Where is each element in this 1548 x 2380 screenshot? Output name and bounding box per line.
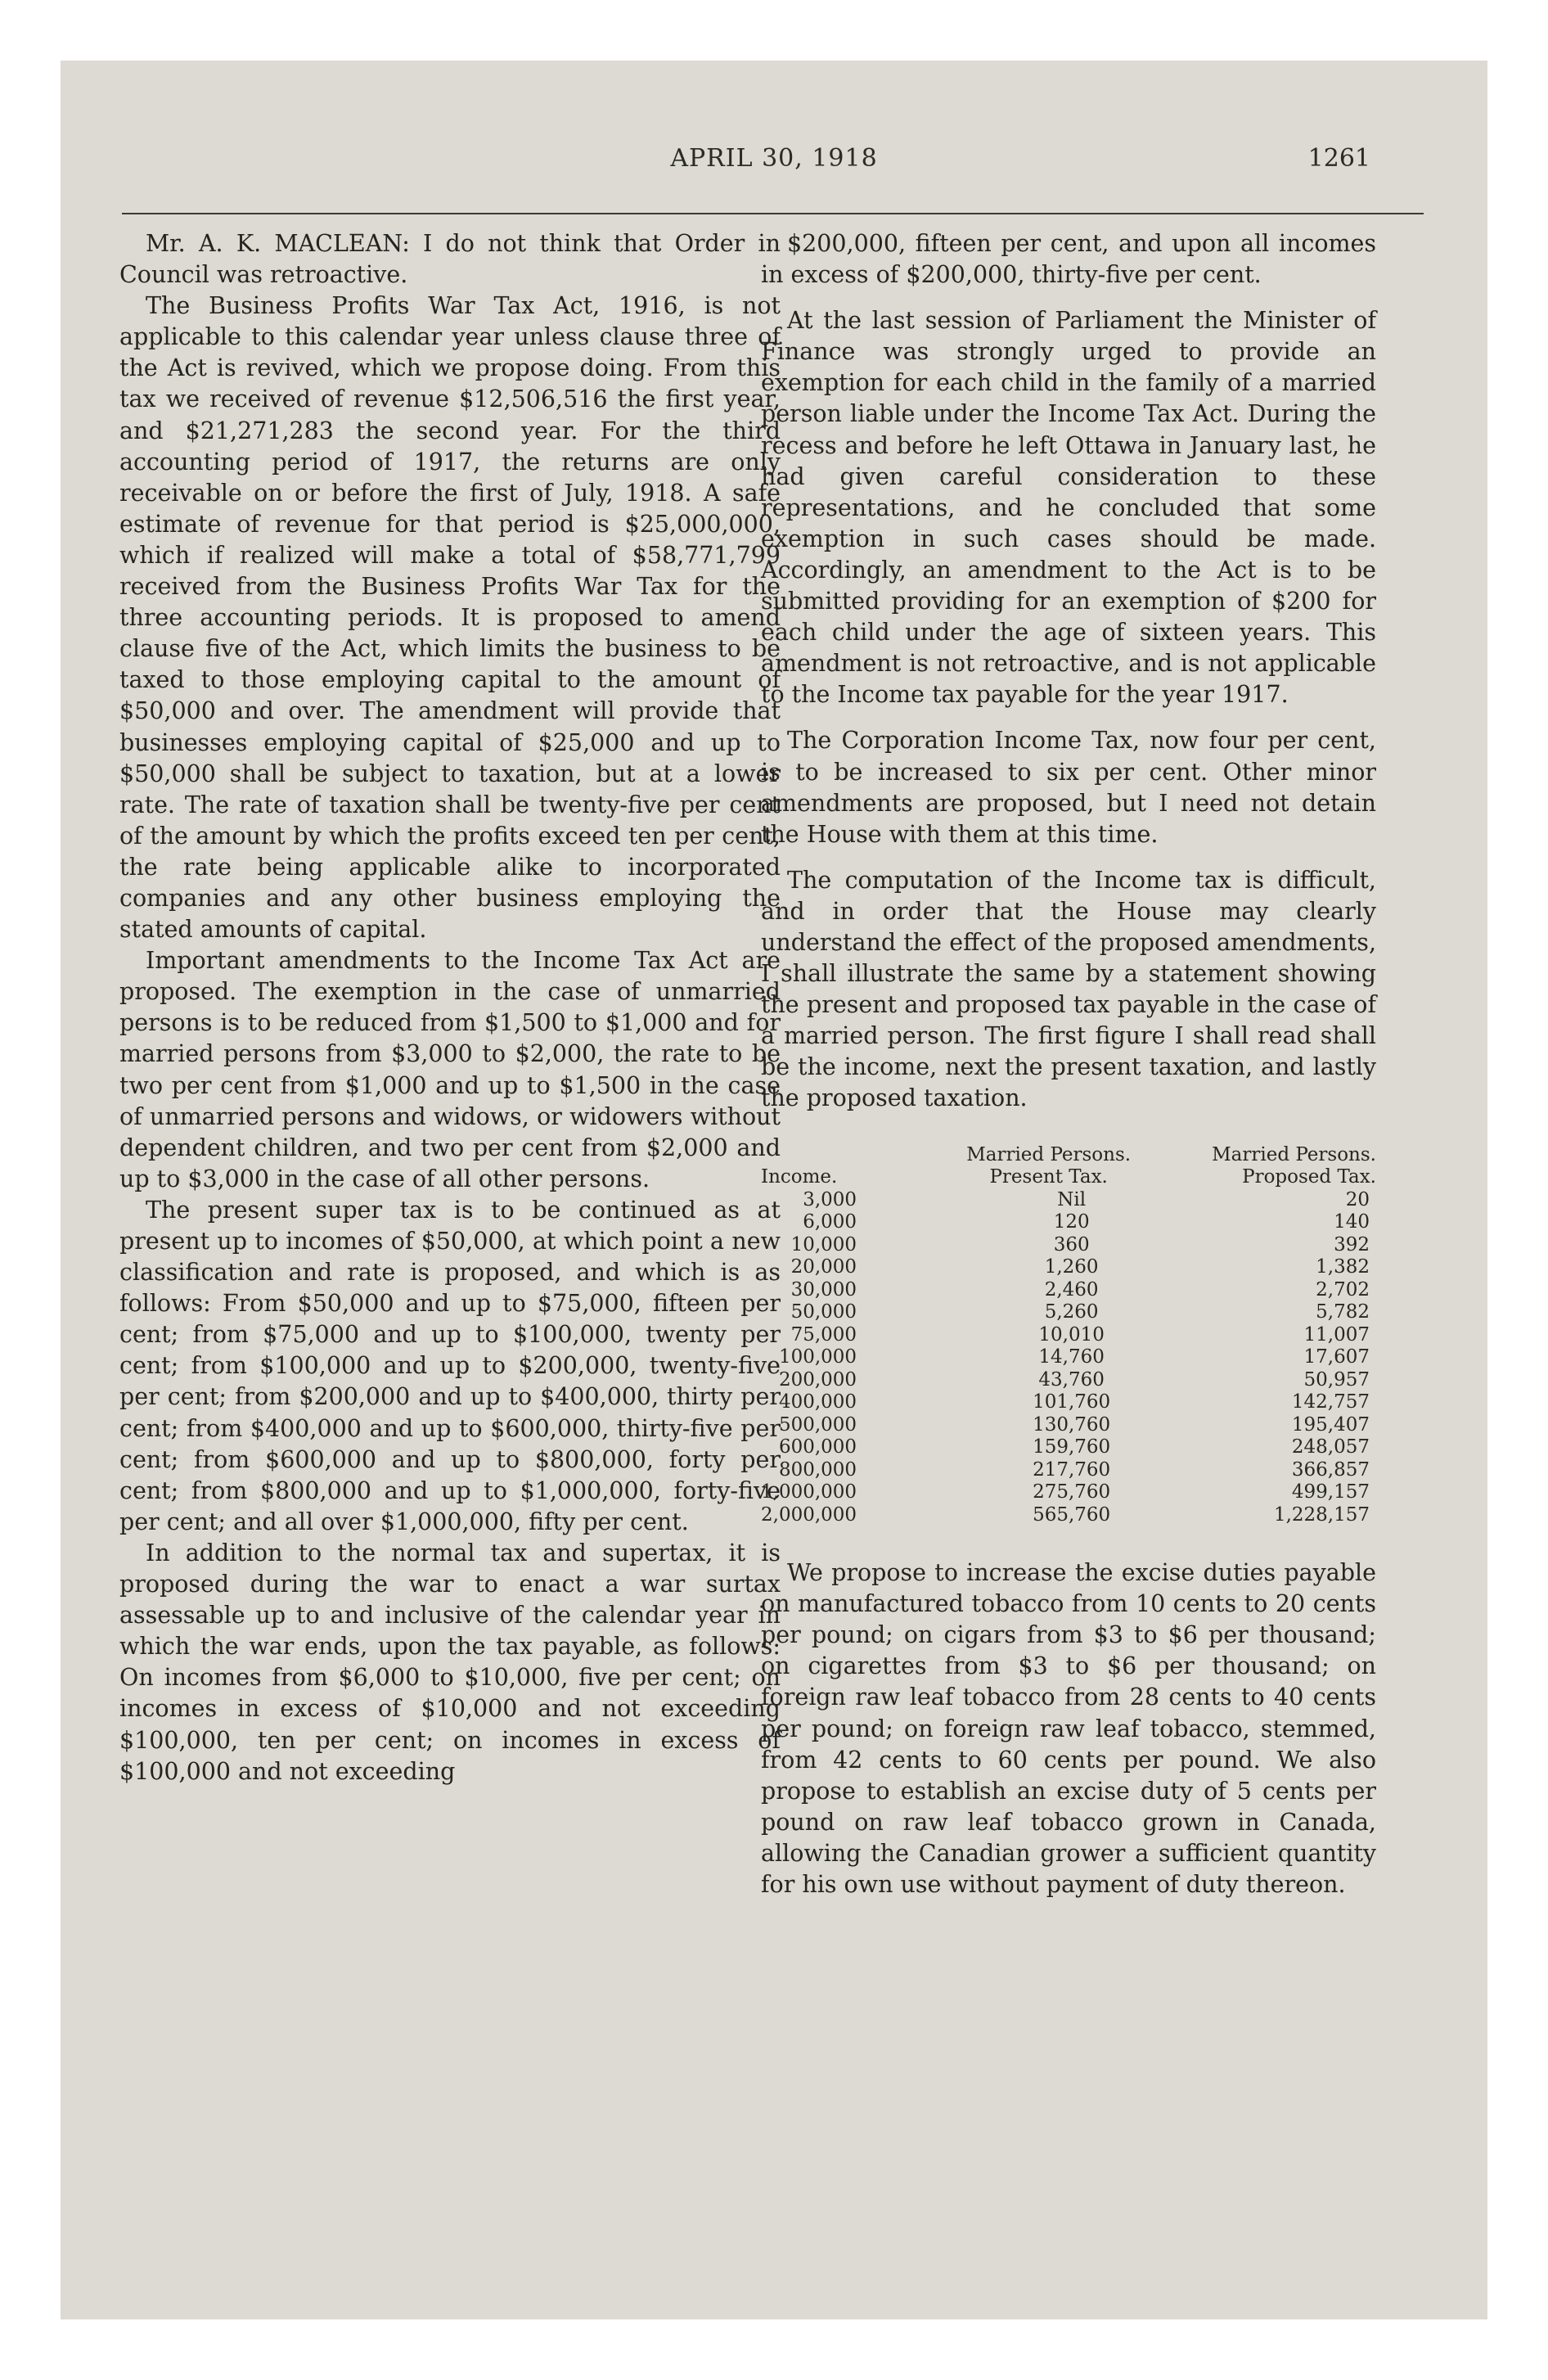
table-row (761, 1391, 1376, 1414)
cell-present-tax: 360 (1053, 1233, 1090, 1255)
cell-present-tax: 120 (1053, 1211, 1090, 1233)
table-row (761, 1211, 1376, 1234)
table-row (761, 1279, 1376, 1302)
cell-present-tax: 14,760 (1038, 1346, 1105, 1368)
table-row (761, 1301, 1376, 1324)
cell-proposed-tax: 366,857 (1291, 1458, 1370, 1481)
cell-proposed-tax: 140 (1334, 1211, 1370, 1233)
table-row (761, 1504, 1376, 1527)
table-row (761, 1324, 1376, 1347)
left-column (119, 228, 781, 1787)
paragraph: We propose to increase the excise duties payable on manufactured tobacco from 10 cents to 20 cents per pound; on cigars from $3 to $6 per thousand; on cigarettes from $3 to $6 per thousand; on foreign raw leaf tobacco from 28 cents to 40 cents per pound; on foreign raw leaf tobacco, stemmed, from 42 cents to 60 cents per pound. We also propose to establish an excise duty of 5 cents per pound on raw leaf tobacco grown in Canada, allowing the Canadian grower a sufficient quantity for his own use without payment of duty thereon. (761, 1559, 1376, 1898)
table-body (761, 1189, 1376, 1527)
paragraph: The computation of the Income tax is difficult, and in order that the House may clearly understand the effect of the proposed amendments, I shall illustrate the same by a statement showing the present and proposed tax payable in the case of a married person. The first figure I shall read shall be the income, next the present taxation, and lastly the proposed taxation. (761, 866, 1376, 1112)
cell-income: 1,000,000 (761, 1481, 857, 1503)
cell-present-tax: 159,760 (1033, 1436, 1111, 1458)
cell-present-tax: 5,260 (1044, 1301, 1099, 1323)
header-income: Income. (761, 1166, 838, 1188)
paragraph: Important amendments to the Income Tax Act are proposed. The exemption in the case of unmarried persons is to be reduced from $1,500 to $1,000 and for married persons from $3,000 to $2,000, the rate to be two per cent from $1,000 and up to $1,500 in the case of unmarried persons and widows, or widowers without dependent children, and two per cent from $2,000 and up to $3,000 in the case of all other persons. (119, 947, 781, 1192)
paragraph: $200,000, fifteen per cent, and upon all incomes in excess of $200,000, thirty-five per cent. (761, 230, 1376, 289)
cell-income: 75,000 (790, 1323, 857, 1346)
cell-income: 100,000 (778, 1346, 857, 1368)
cell-income: 400,000 (778, 1391, 857, 1413)
cell-present-tax: 217,760 (1033, 1458, 1111, 1481)
header-rule (122, 213, 1424, 214)
cell-income: 3,000 (803, 1188, 857, 1210)
cell-present-tax: 275,760 (1033, 1481, 1111, 1503)
cell-present-tax: 43,760 (1038, 1368, 1105, 1391)
table-row (761, 1256, 1376, 1279)
cell-present-tax: 10,010 (1038, 1323, 1105, 1346)
cell-income: 600,000 (778, 1436, 857, 1458)
cell-income: 50,000 (790, 1301, 857, 1323)
table-row (761, 1481, 1376, 1504)
cell-income: 20,000 (790, 1256, 857, 1278)
cell-proposed-tax: 17,607 (1303, 1346, 1370, 1368)
cell-proposed-tax: 2,702 (1316, 1278, 1370, 1300)
cell-proposed-tax: 499,157 (1291, 1481, 1370, 1503)
table-row (761, 1414, 1376, 1437)
cell-income: 500,000 (778, 1413, 857, 1436)
paragraph: In addition to the normal tax and supertax, it is proposed during the war to enact a war surtax assessable up to and inclusive of the calendar year in which the war ends, upon the tax payable, as follows: On incomes from $6,000 to $10,000, five per cent; on incomes in excess of $10,000 and not exceeding $100,000, ten per cent; on incomes in excess of $100,000 and not exceeding (119, 1539, 781, 1785)
cell-present-tax: 101,760 (1033, 1391, 1111, 1413)
table-row (761, 1436, 1376, 1459)
header-present-line1: Married Persons. (966, 1143, 1132, 1165)
paragraph: The present super tax is to be continued as at present up to incomes of $50,000, at which point a new classification and rate is proposed, and which is as follows: From $50,000 and up to $75,000, fifteen per cent; from $75,000 and up to $100,000, twenty per cent; from $100,000 and up to $200,000, twenty-five per cent; from $200,000 and up to $400,000, thirty per cent; from $400,000 and up to $600,000, thirty-five per cent; from $600,000 and up to $800,000, forty per cent; from $800,000 and up to $1,000,000, forty-five per cent; and all over $1,000,000, fifty per cent. (119, 1196, 781, 1535)
cell-proposed-tax: 195,407 (1291, 1413, 1370, 1436)
table-row (761, 1234, 1376, 1257)
cell-proposed-tax: 1,228,157 (1273, 1503, 1370, 1526)
cell-income: 2,000,000 (761, 1503, 857, 1526)
cell-present-tax: 1,260 (1044, 1256, 1099, 1278)
header-present-tax (947, 1144, 1150, 1189)
cell-proposed-tax: 50,957 (1303, 1368, 1370, 1391)
tax-table (761, 1144, 1376, 1527)
table-row (761, 1346, 1376, 1369)
cell-income: 800,000 (778, 1458, 857, 1481)
cell-proposed-tax: 5,782 (1316, 1301, 1370, 1323)
paragraph: At the last session of Parliament the Minister of Finance was strongly urged to provide an exemption for each child in the family of a married person liable under the Income Tax Act. During the recess and before he left Ottawa in January last, he had given careful consideration to these representations, and he concluded that some exemption in such cases should be made. Accordingly, an amendment to the Act is to be submitted providing for an exemption of $200 for each child under the age of sixteen years. This amendment is not retroactive, and is not applicable to the Income tax payable for the year 1917. (761, 307, 1376, 709)
document-page (61, 61, 1487, 2319)
cell-proposed-tax: 20 (1345, 1188, 1370, 1210)
cell-proposed-tax: 392 (1334, 1233, 1370, 1255)
header-proposed-line2: Proposed Tax. (1242, 1166, 1376, 1188)
page-date: APRIL 30, 1918 (670, 144, 878, 173)
tax-table-container (761, 1144, 1376, 1527)
cell-proposed-tax: 248,057 (1291, 1436, 1370, 1458)
cell-proposed-tax: 142,757 (1291, 1391, 1370, 1413)
header-proposed-tax (1150, 1144, 1376, 1189)
table-header-row (761, 1144, 1376, 1189)
cell-income: 30,000 (790, 1278, 857, 1300)
cell-present-tax: 565,760 (1033, 1503, 1111, 1526)
paragraph: Mr. A. K. MACLEAN: I do not think that Order in Council was retroactive. (119, 230, 781, 289)
cell-income: 200,000 (778, 1368, 857, 1391)
cell-present-tax: 130,760 (1033, 1413, 1111, 1436)
cell-income: 6,000 (803, 1211, 857, 1233)
paragraph: The Corporation Income Tax, now four per cent, is to be increased to six per cent. Other minor amendments are proposed, but I need not detain the House with them at this time. (761, 727, 1376, 848)
table-row (761, 1189, 1376, 1212)
cell-income: 10,000 (790, 1233, 857, 1255)
page-number: 1261 (1307, 144, 1370, 173)
cell-present-tax: Nil (1057, 1188, 1087, 1210)
table-row (761, 1369, 1376, 1392)
cell-proposed-tax: 1,382 (1316, 1256, 1370, 1278)
table-row (761, 1459, 1376, 1482)
paragraph: The Business Profits War Tax Act, 1916, is not applicable to this calendar year unless clause three of the Act is revived, which we propose doing. From this tax we received of revenue $12,506,516 the first year, and $21,271,283 the second year. For the third accounting period of 1917, the returns are only receivable on or before the first of July, 1918. A safe estimate of revenue for that period is $25,000,000, which if realized will make a total of $58,771,799 received from the Business Profits War Tax for the three accounting periods. It is proposed to amend clause five of the Act, which limits the business to be taxed to those employing capital to the amount of $50,000 and over. The amendment will provide that businesses employing capital of $25,000 and up to $50,000 shall be subject to taxation, but at a lower rate. The rate of taxation shall be twenty-five per cent of the amount by which the profits exceed ten per cent, the rate being applicable alike to incorporated companies and any other business employing the stated amounts of capital. (119, 292, 781, 944)
cell-proposed-tax: 11,007 (1303, 1323, 1370, 1346)
header-proposed-line1: Married Persons. (1212, 1143, 1376, 1165)
cell-present-tax: 2,460 (1044, 1278, 1099, 1300)
header-present-line2: Present Tax. (989, 1166, 1108, 1188)
right-column (761, 228, 1376, 1900)
